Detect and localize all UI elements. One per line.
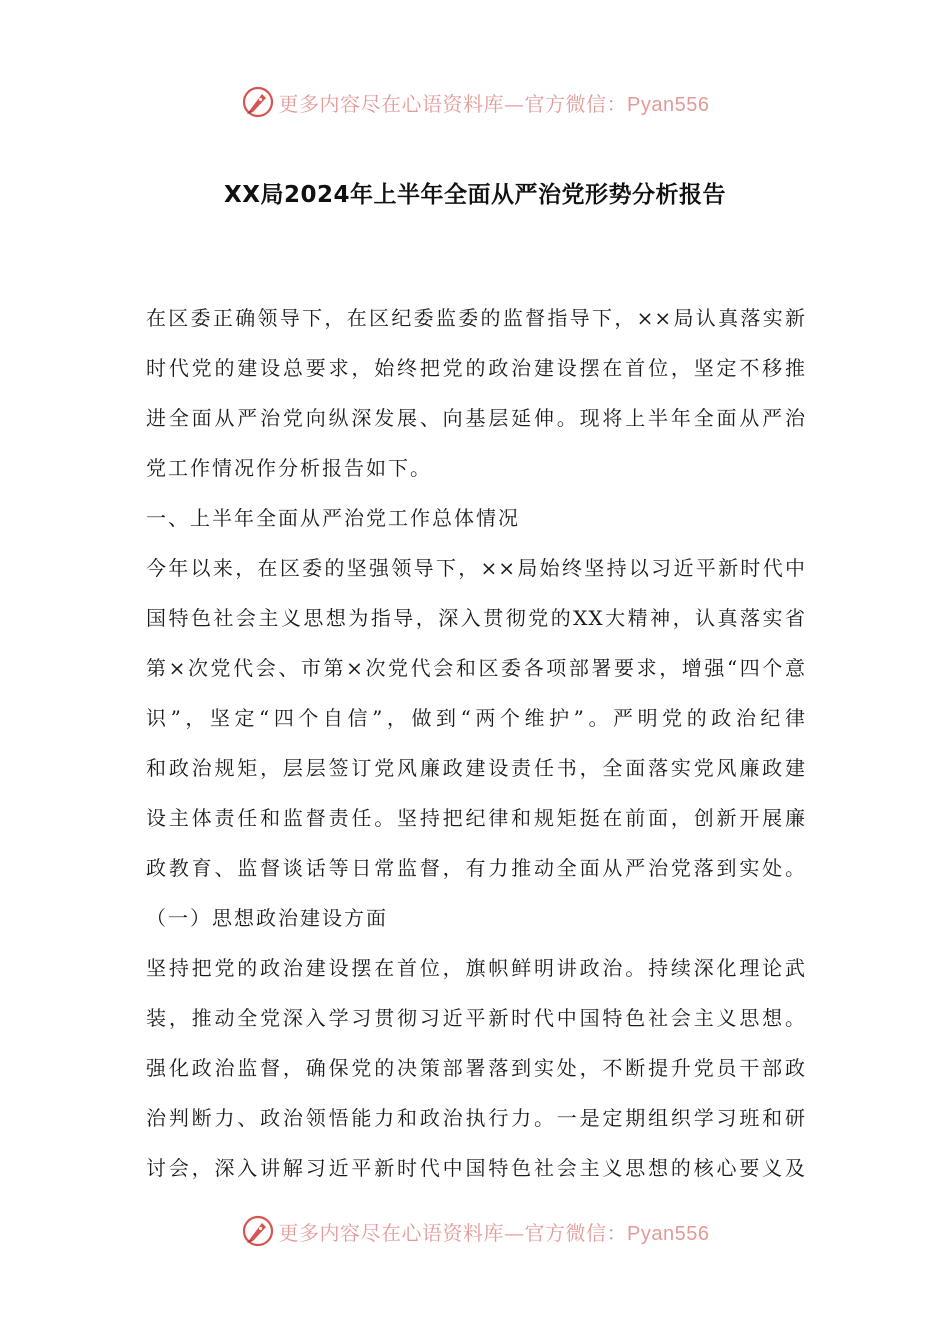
body-line: 治判断力、政治领悟能力和政治执行力。一是定期组织学习班和研: [146, 1106, 806, 1130]
watermark-banner-bottom: [0, 1211, 950, 1251]
body-line: 在区委正确领导下，在区纪委监委的监督指导下，××局认真落实新: [146, 306, 806, 330]
subsection-heading: （一）思想政治建设方面: [146, 906, 388, 930]
body-line: 国特色社会主义思想为指导，深入贯彻党的XX大精神，认真落实省: [146, 606, 806, 630]
section-heading: 一、上半年全面从严治党工作总体情况: [146, 506, 520, 530]
watermark-text: 更多内容尽在心语资料库—官方微信：Pyan556: [278, 1220, 710, 1245]
pen-nib-logo-icon: [241, 1214, 275, 1248]
body-line: 设主体责任和监督责任。坚持把纪律和规矩挺在前面，创新开展廉: [146, 806, 806, 830]
body-line: 进全面从严治党向纵深发展、向基层延伸。现将上半年全面从严治: [146, 406, 806, 430]
body-line: 第×次党代会、市第×次党代会和区委各项部署要求，增强“四个意: [146, 656, 806, 680]
pen-nib-logo-icon: [241, 85, 275, 119]
body-line: 政教育、监督谈话等日常监督，有力推动全面从严治党落到实处。: [146, 856, 806, 880]
watermark-banner-top: [0, 82, 950, 122]
body-line: 装，推动全党深入学习贯彻习近平新时代中国特色社会主义思想。: [146, 1006, 806, 1030]
wechat-id: Pyan556: [627, 1222, 710, 1245]
document-body: [146, 293, 806, 1193]
body-line: 和政治规矩，层层签订党风廉政建设责任书，全面落实党风廉政建: [146, 756, 806, 780]
watermark-text: 更多内容尽在心语资料库—官方微信：Pyan556: [278, 91, 710, 116]
document-title: XX局2024年上半年全面从严治党形势分析报告: [224, 182, 726, 208]
body-line: 识”，坚定“四个自信”，做到“两个维护”。严明党的政治纪律: [146, 706, 806, 730]
body-line: 党工作情况作分析报告如下。: [146, 456, 432, 480]
body-line: 时代党的建设总要求，始终把党的政治建设摆在首位，坚定不移推: [146, 356, 806, 380]
body-line: 强化政治监督，确保党的决策部署落到实处，不断提升党员干部政: [146, 1056, 806, 1080]
body-line: 讨会，深入讲解习近平新时代中国特色社会主义思想的核心要义及: [146, 1156, 806, 1180]
body-line: 坚持把党的政治建设摆在首位，旗帜鲜明讲政治。持续深化理论武: [146, 956, 806, 980]
wechat-id: Pyan556: [627, 93, 710, 116]
body-line: 今年以来，在区委的坚强领导下，××局始终坚持以习近平新时代中: [146, 556, 806, 580]
